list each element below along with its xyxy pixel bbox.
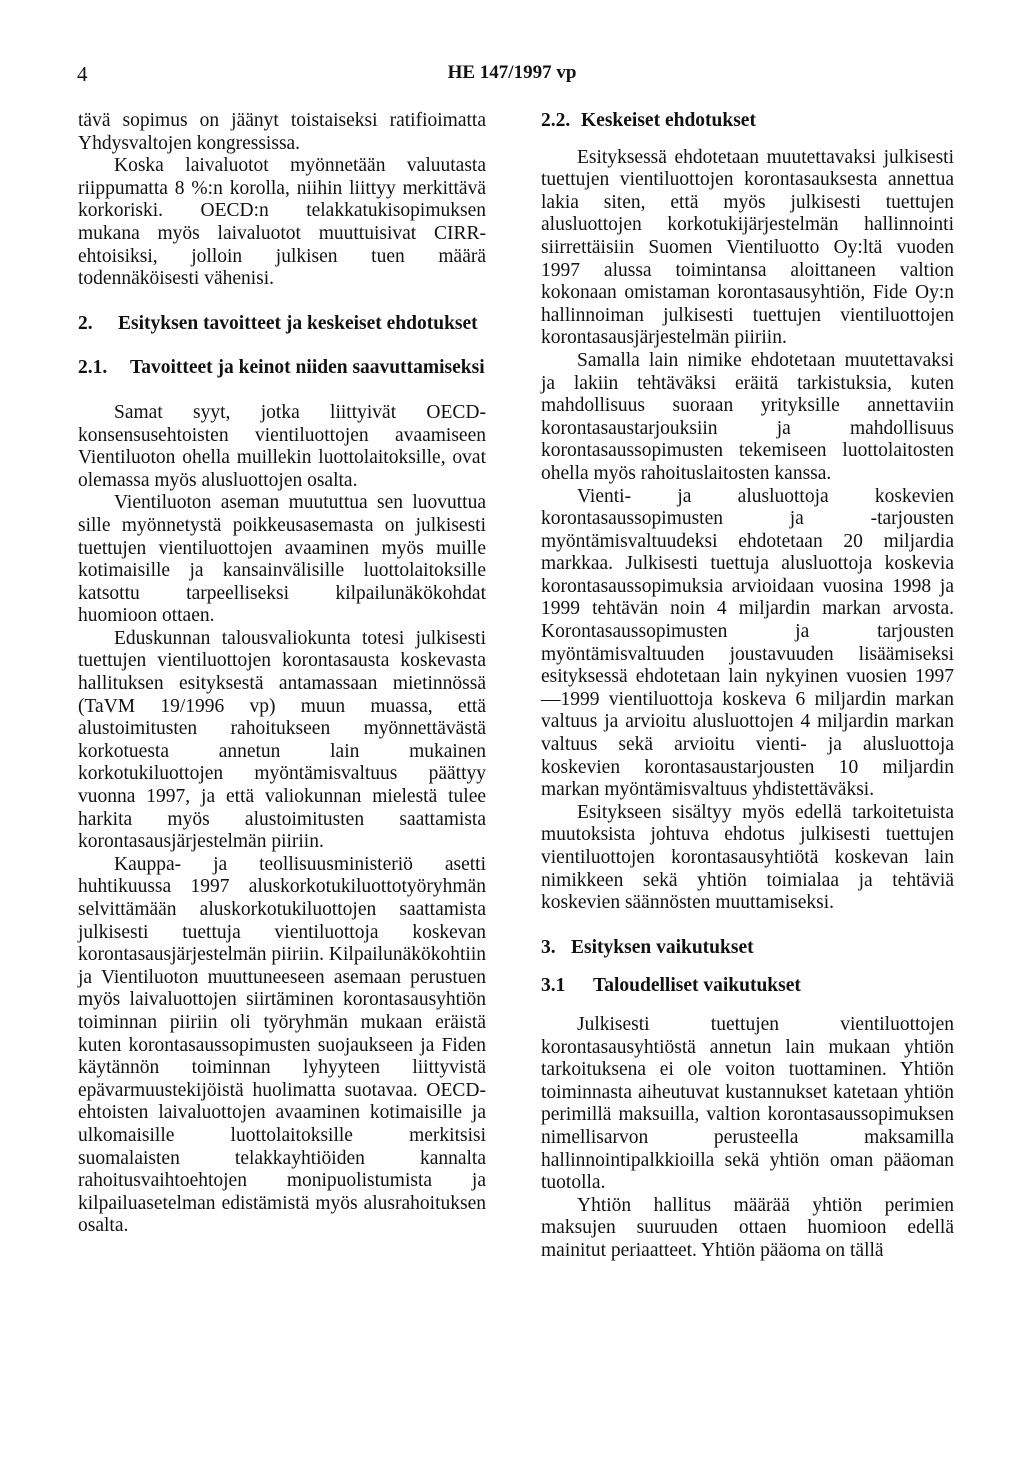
paragraph: Yhtiön hallitus määrää yhtiön perimien maksujen suuruuden ottaen huomioon edellä mainitut periaatteet. Yhtiön pääoma on tällä [541,1194,954,1261]
paragraph: Julkisesti tuettujen vientiluottojen korontasausyhtiöstä annetun lain mukaan yhtiön tarkoituksena ei ole voiton tuottaminen. Yhtiön toiminnasta aiheutuvat kustannukset katetaan yhtiön perimillä maksuilla, valtion korontasaussopimuksen nimellisarvon perusteella maksamilla hallinnointipalkkioilla sekä yhtiön oman pääoman tuotolla. [541,1013,954,1194]
section-number: 2. [78,312,93,334]
paragraph: Koska laivaluotot myönnetään valuutasta riippumatta 8 %:n korolla, niihin liittyy merkittävä korkoriski. OECD:n telakkatukisopimuksen mukana myös laivaluotot muuttuisivat CIRR-ehtoisiksi, jolloin julkisen tuen määrä todennäköisesti vähenisi. [78,155,486,290]
paragraph: Kauppa- ja teollisuusministeriö asetti huhtikuussa 1997 aluskorkotukiluottotyöryhmän selvittämään aluskorkotukiluottojen saattamista julkisesti tuettuja vientiluottoja koskevan korontasausjärjestelmän piiriin. Kilpailunäkökohtiin ja Vientiluoton muuttuneeseen asemaan perustuen myös laivaluottojen siirtäminen korontasausyhtiön toiminnan piiriin oli työryhmän mukaan eräistä kuten korontasaussopimusten suojaukseen ja Fiden käytännön toiminnan lyhyyteen liittyvistä epävarmuustekijöistä huolimatta suotavaa. OECD-ehtoisten laivaluottojen avaaminen kotimaisille ja ulkomaisille luottolaitoksille merkitsisi suomalaisten telakkayhtiöiden kannalta rahoitusvaihtoehtojen monipuolistumista ja kilpailuasetelman edistämistä myös alusrahoituksen osalta. [78,853,486,1237]
paragraph: Eduskunnan talousvaliokunta totesi julkisesti tuettujen vientiluottojen korontasausta koskevasta hallituksen esityksestä antamassaan mietinnössä (TaVM 19/1996 vp) muun muassa, että alustoimitusten rahoitukseen myönnettävästä korkotuesta annetun lain mukainen korkotukiluottojen myöntämisvaltuus päättyy vuonna 1997, ja että valiokunnan mielestä tulee harkita myös alustoimitusten saattamista korontasausjärjestelmän piiriin. [78,627,486,853]
paragraph: tävä sopimus on jäänyt toistaiseksi ratifioimatta Yhdysvaltojen kongressissa. [78,110,486,154]
page-number: 4 [77,62,88,86]
section-title: Esityksen tavoitteet ja keskeiset ehdotukset [118,312,478,334]
paragraph: Samalla lain nimike ehdotetaan muutettavaksi ja lakiin tehtäväksi eräitä tarkistuksia, kuten mahdollisuus suoraan yrityksille annettaviin korontasaustarjouksiin ja mahdollisuus korontasaussopimusten tekemiseen luottolaitosten ohella myös rahoituslaitosten kanssa. [541,349,954,484]
section-title: Tavoitteet ja keinot niiden saavuttamiseksi [130,357,485,379]
right-column [541,110,954,1263]
paragraph: Vienti- ja alusluottoja koskevien korontasaussopimusten ja -tarjousten myöntämisvaltuudeksi ehdotetaan 20 miljardia markkaa. Julkisesti tuettuja alusluottoja koskevia korontasaussopimuksia arvioidaan vuosina 1998 ja 1999 tehtävän noin 4 miljardin markan arvosta. Korontasaussopimusten ja tarjousten myöntämisvaltuuden joustavuuden lisäämiseksi esityksessä ehdotetaan lain nykyinen vuosien 1997—1999 vientiluottoja koskeva 6 miljardin markan valtuus ja arvioitu alusluottojen 4 miljardin markan valtuus sekä arvioitu vienti- ja alusluottoja koskevien korontasaustarjousten 10 miljardin markan myöntämisvaltuus yhdistettäväksi. [541,485,954,801]
paragraph: Esityksessä ehdotetaan muutettavaksi julkisesti tuettujen vientiluottojen korontasauksesta annettua lakia siten, että myös julkisesti tuettujen alusluottojen korkotukijärjestelmän hallinnointi siirrettäisiin Suomen Vientiluotto Oy:ltä vuoden 1997 alussa toimintansa aloittaneen valtion kokonaan omistaman korontasausyhtiön, Fide Oy:n hallinnoiman julkisesti tuettujen vientiluottojen korontasausjärjestelmän piiriin. [541,146,954,349]
section-number: 2.2. [541,110,571,131]
paragraph: Samat syyt, jotka liittyivät OECD-konsensusehtoisten vientiluottojen avaamiseen Vientiluoton ohella muillekin luottolaitoksille, ovat olemassa myös alusluottojen osalta. [78,401,486,491]
section-title: Esityksen vaikutukset [571,936,754,958]
section-heading-2-2 [541,110,954,133]
section-number: 2.1. [78,357,108,379]
section-number: 3.1 [541,975,566,997]
section-title: Taloudelliset vaikutukset [593,975,801,997]
section-heading-2-1 [78,357,486,380]
section-heading-3 [541,937,954,960]
section-heading-2 [78,313,486,336]
left-column [78,110,486,1238]
paragraph: Vientiluoton aseman muututtua sen luovuttua sille myönnetystä poikkeusasemasta on julkisesti tuettujen vientiluottojen avaaminen myös muille kotimaisille ja kansainvälisille luottolaitoksille katsottu tarpeelliseksi kilpailunäkökohdat huomioon ottaen. [78,492,486,627]
section-heading-3-1 [541,975,954,998]
section-title: Keskeiset ehdotukset [581,110,756,131]
paragraph: Esitykseen sisältyy myös edellä tarkoitetuista muutoksista johtuva ehdotus julkisesti tuettujen vientiluottojen korontasausyhtiötä koskevan lain nimikkeen sekä yhtiön toimialaa ja tehtäviä koskevien säännösten muuttamiseksi. [541,801,954,914]
section-number: 3. [541,936,556,958]
document-title: HE 147/1997 vp [447,62,577,83]
